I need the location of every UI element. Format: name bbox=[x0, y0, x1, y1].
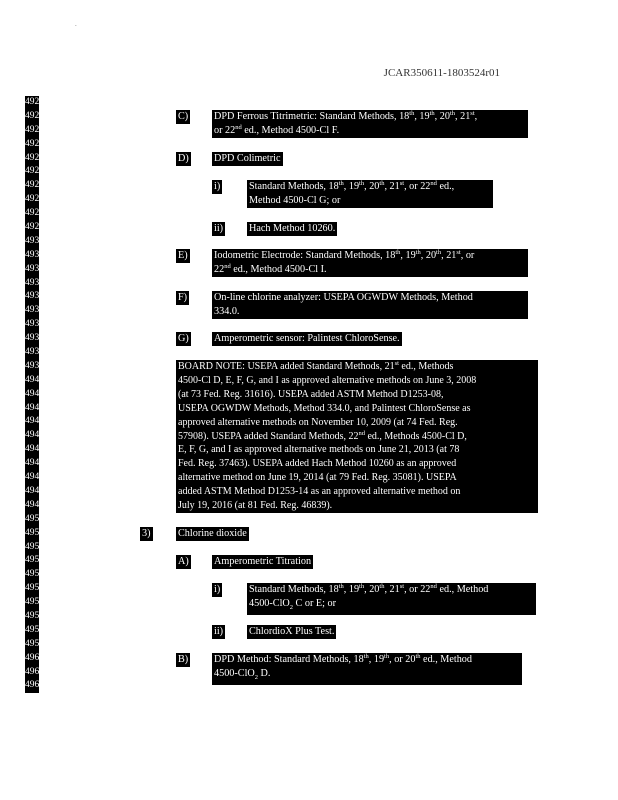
item-label-b: B) bbox=[178, 654, 189, 665]
item-d-i-line2: Method 4500-Cl G; or bbox=[249, 194, 341, 206]
item-label-c: C) bbox=[178, 111, 189, 122]
note-line-6: 57908). USEPA added Standard Methods, 22nd ed., Methods 4500-Cl D, bbox=[178, 429, 467, 442]
item-d-ii-text: Hach Method 10260. bbox=[249, 223, 336, 234]
item-g-text: Amperometric sensor: Palintest ChloroSense. bbox=[214, 333, 400, 344]
note-line-9: alternative method on June 19, 2014 (at 79 Fed. Reg. 35081). USEPA bbox=[178, 472, 457, 484]
board-note bbox=[176, 360, 538, 513]
item-c-text bbox=[212, 110, 528, 138]
line-number: 4943 bbox=[25, 416, 44, 427]
line-number: 4961 bbox=[25, 666, 44, 677]
note-line-3: (at 73 Fed. Reg. 31616). USEPA added ASTM Method D1253-08, bbox=[178, 388, 444, 400]
line-number: 4942 bbox=[25, 402, 44, 413]
line-number: 4937 bbox=[25, 333, 44, 344]
item-a-ii-text: ChlordioX Plus Test. bbox=[249, 626, 335, 637]
line-number: 4940 bbox=[25, 374, 44, 385]
line-number: 4935 bbox=[25, 305, 44, 316]
line-number: 4946 bbox=[25, 458, 44, 469]
scan-mark: . bbox=[75, 20, 77, 28]
line-number: 4923 bbox=[25, 138, 44, 149]
line-number: 4925 bbox=[25, 166, 44, 177]
item-a-i-line2: 4500-ClO$_2$ C or E; or bbox=[249, 597, 337, 611]
line-number-gutter bbox=[25, 96, 44, 693]
section-3-text: Chlorine dioxide bbox=[178, 528, 247, 539]
item-label-a-ii: ii) bbox=[214, 626, 224, 637]
item-label-a-i: i) bbox=[214, 584, 221, 595]
item-label-d-ii: ii) bbox=[214, 223, 224, 234]
line-number: 4957 bbox=[25, 610, 44, 621]
note-line-2: 4500-Cl D, E, F, G, and I as approved alternative methods on June 3, 2008 bbox=[178, 374, 477, 386]
item-label-d: D) bbox=[178, 153, 189, 164]
note-line-11: July 19, 2016 (at 81 Fed. Reg. 46839). bbox=[178, 500, 333, 512]
item-a-text: Amperometric Titration bbox=[214, 556, 312, 567]
item-b-text bbox=[212, 653, 522, 685]
line-number: 4928 bbox=[25, 208, 44, 219]
line-number: 4920 bbox=[25, 97, 44, 107]
item-f-line2: 334.0. bbox=[214, 305, 240, 317]
line-number: 4921 bbox=[25, 110, 44, 121]
item-label-d-i: i) bbox=[214, 181, 221, 192]
line-number: 4951 bbox=[25, 527, 44, 538]
line-number: 4941 bbox=[25, 388, 44, 399]
line-number: 4958 bbox=[25, 624, 44, 635]
line-number: 4934 bbox=[25, 291, 44, 302]
item-d-text: DPD Colimetric bbox=[214, 153, 281, 164]
line-number: 4938 bbox=[25, 347, 44, 358]
item-label-e: E) bbox=[178, 250, 188, 261]
item-b-line2: 4500-ClO$_2$ D. bbox=[214, 667, 271, 681]
line-number: 4924 bbox=[25, 152, 44, 163]
note-line-7: E, F, G, and I as approved alternative methods on June 21, 2013 (at 78 bbox=[178, 444, 460, 456]
item-c-line1: DPD Ferrous Titrimetric: Standard Methods, 18th, 19th, 20th, 21st, bbox=[214, 110, 478, 122]
line-number: 4956 bbox=[25, 597, 44, 608]
line-number: 4931 bbox=[25, 249, 44, 260]
line-number: 4950 bbox=[25, 513, 44, 524]
item-label-a: A) bbox=[178, 556, 189, 567]
line-number: 4952 bbox=[25, 541, 44, 552]
line-number: 4939 bbox=[25, 360, 44, 371]
note-line-1: BOARD NOTE: USEPA added Standard Methods, 21st ed., Methods bbox=[178, 360, 454, 372]
line-number: 4936 bbox=[25, 319, 44, 330]
item-a-i-line1: Standard Methods, 18th, 19th, 20th, 21st, or 22nd ed., Method bbox=[249, 583, 489, 595]
line-number: 4926 bbox=[25, 180, 44, 191]
note-line-5: approved alternative methods on November 10, 2009 (at 74 Fed. Reg. bbox=[178, 416, 458, 428]
line-number: 4960 bbox=[25, 652, 44, 663]
document-code: JCAR350611-1803524r01 bbox=[383, 67, 500, 79]
line-number: 4930 bbox=[25, 235, 44, 246]
line-number: 4949 bbox=[25, 499, 44, 510]
line-number: 4948 bbox=[25, 485, 44, 496]
line-number: 4927 bbox=[25, 194, 44, 205]
line-number: 4932 bbox=[25, 263, 44, 274]
line-number: 4922 bbox=[25, 124, 44, 135]
item-a-i-text bbox=[247, 583, 536, 615]
item-b-line1: DPD Method: Standard Methods, 18th, 19th, or 20th ed., Method bbox=[214, 653, 472, 665]
line-number: 4954 bbox=[25, 569, 44, 580]
item-f-line1: On-line chlorine analyzer: USEPA OGWDW Methods, Method bbox=[214, 292, 473, 303]
line-number: 4933 bbox=[25, 277, 44, 288]
line-number: 4959 bbox=[25, 638, 44, 649]
item-d-i-line1: Standard Methods, 18th, 19th, 20th, 21st, or 22nd ed., bbox=[249, 180, 455, 192]
item-f-text bbox=[212, 291, 528, 319]
section-label-3: 3) bbox=[142, 528, 151, 539]
line-number: 4962 bbox=[25, 680, 44, 691]
line-number: 4929 bbox=[25, 222, 44, 233]
item-e-line2: 22nd ed., Method 4500-Cl I. bbox=[214, 262, 327, 275]
line-number: 4953 bbox=[25, 555, 44, 566]
item-d-i-text bbox=[247, 180, 493, 208]
line-number: 4947 bbox=[25, 472, 44, 483]
note-line-10: added ASTM Method D1253-14 as an approved alternative method on bbox=[178, 486, 461, 498]
item-e-text bbox=[212, 249, 528, 277]
item-label-f: F) bbox=[178, 292, 188, 303]
line-number: 4945 bbox=[25, 444, 44, 455]
line-number: 4955 bbox=[25, 583, 44, 594]
item-label-g: G) bbox=[178, 333, 189, 344]
note-line-8: Fed. Reg. 37463). USEPA added Hach Method 10260 as an approved bbox=[178, 458, 457, 470]
item-e-line1: Iodometric Electrode: Standard Methods, 18th, 19th, 20th, 21st, or bbox=[214, 249, 475, 261]
note-line-4: USEPA OGWDW Methods, Method 334.0, and Palintest ChloroSense as bbox=[178, 402, 471, 414]
item-c-line2: or 22nd ed., Method 4500-Cl F. bbox=[214, 123, 340, 136]
line-number: 4944 bbox=[25, 430, 44, 441]
